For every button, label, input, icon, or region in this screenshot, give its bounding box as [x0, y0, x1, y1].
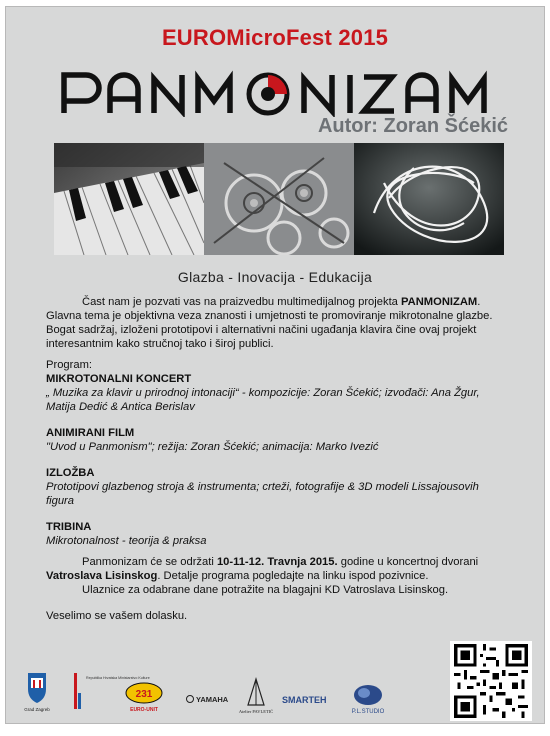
svg-text:Atelier PAVLETIĆ: Atelier PAVLETIĆ: [238, 709, 274, 714]
svg-text:P.L.STUDIO: P.L.STUDIO: [351, 709, 385, 715]
author-line: Autor: Zoran Šćekić: [317, 115, 508, 137]
lissajous-wire-photo: [354, 143, 504, 255]
festival-title: EUROMicroFest 2015: [161, 25, 389, 50]
section-title-exhibition: IZLOŽBA: [46, 467, 95, 479]
section-title-film: ANIMIRANI FILM: [46, 427, 135, 439]
tagline: Glazba - Inovacija - Edukacija: [177, 269, 373, 285]
invitation-body: [46, 295, 508, 623]
qr-code[interactable]: [450, 641, 532, 721]
tickets-paragraph: Ulaznice za odabrane dane potražite na blagajni KD Vatroslava Lisinskog.: [82, 584, 449, 596]
event-date: 10-11-12. Travnja 2015.: [216, 556, 338, 568]
invitation-page: [5, 6, 545, 724]
gears-photo: [204, 143, 354, 255]
closing-line: Veselimo se vašem dolasku.: [46, 610, 188, 622]
section-title-tribune: TRIBINA: [46, 521, 92, 533]
svg-text:Republika Hrvatska Ministarstv: Republika Hrvatska Ministarstvo Kulture: [86, 676, 150, 680]
svg-text:EURO-UNIT: EURO-UNIT: [130, 707, 158, 713]
atelier-pavletic-logo: [239, 679, 273, 714]
intro-paragraph: Čast nam je pozvati vas na praizvedbu multimedijalnog projekta PANMONIZAM. Glavna tema je objektivna veza znanosti i umjetnosti te promoviranje mikrotonalne glazbe. Bogat sadržaj, izloženi prototipovi i alternativni načini ugađanja klavira čine ovaj projekt interesantnim kako stručnoj tako i široj publici.: [46, 296, 493, 350]
sponsor-logos: [20, 669, 420, 719]
section-body-tribune: Mikrotonalnost - teorija & praksa: [46, 535, 207, 547]
yamaha-logo: [187, 695, 229, 704]
piano-keys-photo: [54, 143, 204, 255]
svg-text:SMARTEH: SMARTEH: [282, 695, 327, 705]
svg-text:YAMAHA: YAMAHA: [196, 695, 229, 704]
section-body-concert: „ Muzika za klavir u prirodnoj intonaciji“ - kompozicije: Zoran Šćekić; izvođači: Ana Žgur, Matija Dedić & Antica Berislav: [46, 387, 480, 413]
photo-strip: [54, 143, 504, 255]
program-label: Program:: [46, 359, 93, 371]
smarteh-logo: [282, 695, 327, 705]
pl-studio-logo: [352, 685, 385, 715]
panmonizam-logo: [56, 61, 496, 117]
event-hall: Vatroslava Lisinskog: [46, 570, 158, 582]
section-body-film: "Uvod u Panmonism"; režija: Zoran Šćekić; animacija: Marko Ivezić: [46, 441, 379, 453]
section-body-exhibition: Prototipovi glazbenog stroja & instrumenta; crteži, fotografije & 3D modeli Lissajousovih figura: [46, 481, 479, 507]
svg-text:231: 231: [135, 689, 153, 700]
project-name: PANMONIZAM: [401, 296, 478, 308]
svg-text:Grad Zagreb: Grad Zagreb: [24, 707, 50, 712]
grad-zagreb-logo: [24, 673, 50, 712]
event-paragraph: Panmonizam će se održati 10-11-12. Travnja 2015. godine u koncertnoj dvorani Vatroslava Lisinskog. Detalje programa pogledajte na linku ispod pozivnice.: [46, 556, 479, 582]
section-title-concert: MIKROTONALNI KONCERT: [46, 373, 192, 385]
euro-unit-logo: [126, 683, 162, 713]
